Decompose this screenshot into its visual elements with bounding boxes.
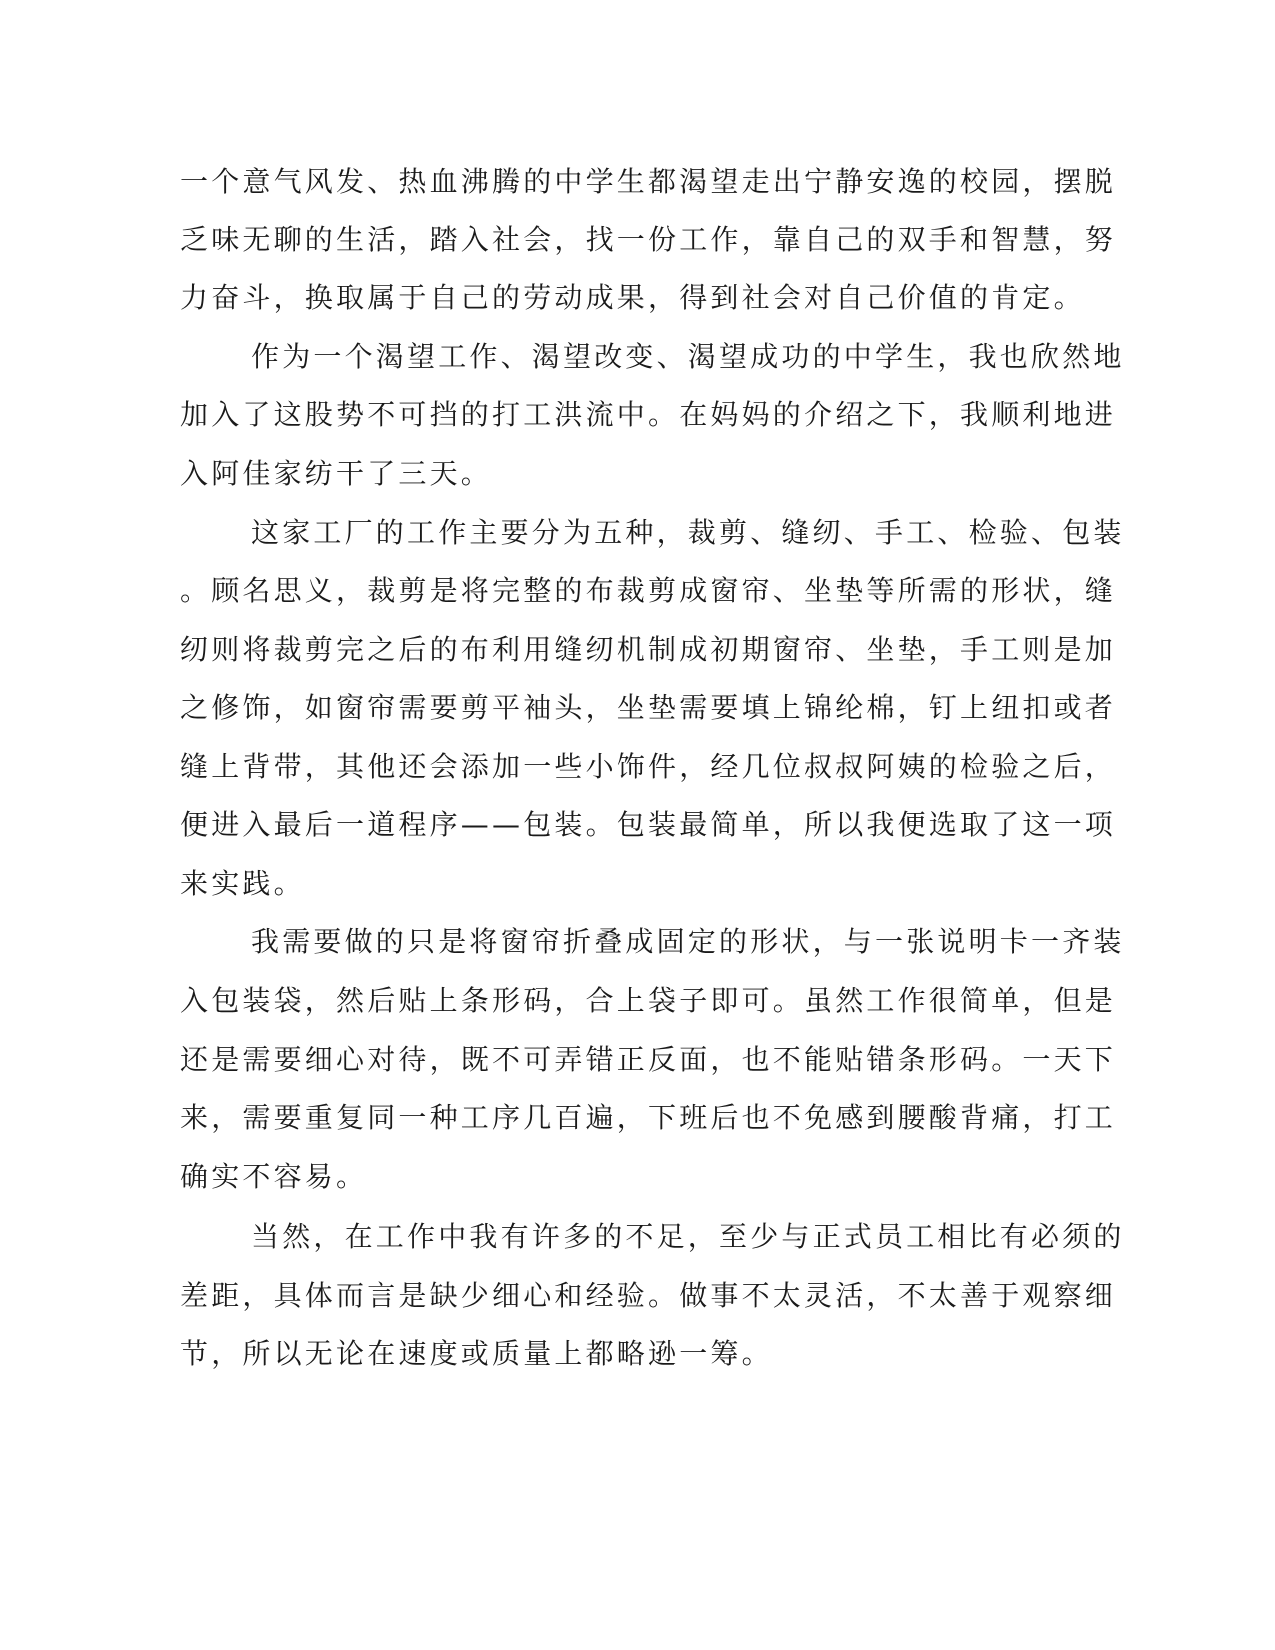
text-line: 我需要做的只是将窗帘折叠成固定的形状，与一张说明卡一齐装 (251, 925, 1125, 958)
text-line: 之修饰，如窗帘需要剪平袖头，坐垫需要填上锦纶棉，钉上纽扣或者 (180, 691, 1117, 724)
text-line: 入包装袋，然后贴上条形码，合上袋子即可。虽然工作很简单，但是 (180, 984, 1117, 1017)
text-line: 作为一个渴望工作、渴望改变、渴望成功的中学生，我也欣然地 (251, 340, 1125, 373)
text-line: 纫则将裁剪完之后的布利用缝纫机制成初期窗帘、坐垫，手工则是加 (180, 633, 1117, 666)
text-line: 确实不容易。 (180, 1160, 368, 1193)
text-line: 当然，在工作中我有许多的不足，至少与正式员工相比有必须的 (251, 1220, 1125, 1253)
text-line: 力奋斗，换取属于自己的劳动成果，得到社会对自己价值的肯定。 (180, 281, 1085, 314)
text-line: 乏味无聊的生活，踏入社会，找一份工作，靠自己的双手和智慧，努 (180, 223, 1117, 256)
text-line: 节，所以无论在速度或质量上都略逊一筹。 (180, 1337, 773, 1370)
text-line: 差距，具体而言是缺少细心和经验。做事不太灵活，不太善于观察细 (180, 1279, 1117, 1312)
text-line: 一个意气风发、热血沸腾的中学生都渴望走出宁静安逸的校园，摆脱 (180, 165, 1117, 198)
text-line: 来实践。 (180, 867, 305, 900)
text-line: 这家工厂的工作主要分为五种，裁剪、缝纫、手工、检验、包装 (251, 516, 1125, 549)
text-line: 。顾名思义，裁剪是将完整的布裁剪成窗帘、坐垫等所需的形状，缝 (180, 574, 1117, 607)
text-line: 缝上背带，其他还会添加一些小饰件，经几位叔叔阿姨的检验之后， (180, 750, 1117, 783)
text-line: 还是需要细心对待，既不可弄错正反面，也不能贴错条形码。一天下 (180, 1043, 1117, 1076)
text-line: 加入了这股势不可挡的打工洪流中。在妈妈的介绍之下，我顺利地进 (180, 398, 1117, 431)
text-line: 来，需要重复同一种工序几百遍，下班后也不免感到腰酸背痛，打工 (180, 1101, 1117, 1134)
text-line: 入阿佳家纺干了三天。 (180, 457, 493, 490)
text-line: 便进入最后一道程序——包装。包装最简单，所以我便选取了这一项 (180, 808, 1117, 841)
